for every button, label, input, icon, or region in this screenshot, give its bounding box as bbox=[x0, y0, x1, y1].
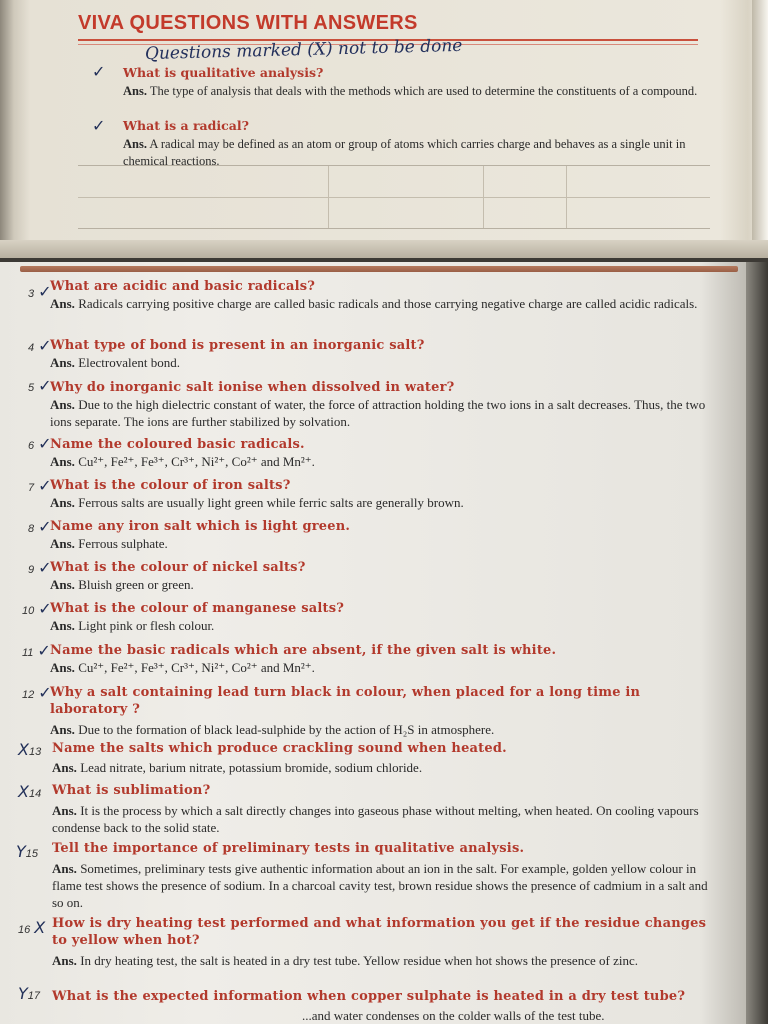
cross-mark bbox=[18, 740, 45, 759]
question-text: Name any iron salt which is light green. bbox=[50, 519, 351, 534]
question-block bbox=[123, 64, 708, 100]
question-text: Name the salts which produce crackling sound when heated. bbox=[52, 741, 507, 756]
question-number: 4 bbox=[28, 342, 35, 354]
question-number: 11 bbox=[22, 647, 34, 659]
answer-label: Ans. bbox=[123, 84, 147, 98]
question-number: 3 bbox=[28, 288, 35, 300]
question-number: 7 bbox=[28, 482, 35, 494]
mark-glyph: X bbox=[34, 918, 46, 937]
tick-mark bbox=[28, 476, 52, 495]
answer-text bbox=[52, 952, 710, 969]
answer-label: Ans. bbox=[50, 722, 75, 737]
answer-text bbox=[50, 659, 710, 676]
answer-body: Cu²⁺, Fe²⁺, Fe³⁺, Cr³⁺, Ni²⁺, Co²⁺ and Mn²⁺. bbox=[78, 454, 315, 469]
question-number: 9 bbox=[28, 564, 35, 576]
answer-text bbox=[50, 576, 710, 593]
question-block bbox=[52, 840, 710, 911]
handwritten-note: Questions marked (X) not to be done bbox=[144, 35, 463, 65]
mark-glyph: ✓ bbox=[37, 641, 51, 660]
page-top-rule bbox=[20, 266, 738, 272]
answer-label: Ans. bbox=[50, 495, 75, 510]
answer-text bbox=[50, 617, 710, 634]
tick-mark bbox=[28, 376, 52, 395]
answer-text bbox=[52, 860, 710, 911]
answer-body: Bluish green or green. bbox=[78, 577, 194, 592]
answer-body: Radicals carrying positive charge are called basic radicals and those carrying negative charge are called acidic radicals. bbox=[78, 296, 698, 311]
question-text: What is a radical? bbox=[123, 118, 249, 133]
mark-glyph: X bbox=[18, 782, 29, 801]
table-row-line bbox=[78, 197, 710, 198]
question-text: Name the basic radicals which are absent, if the given salt is white. bbox=[50, 643, 557, 658]
answer-body: A radical may be defined as an atom or group of atoms which carries charge and behaves as a single unit in chemical reactions. bbox=[123, 137, 686, 168]
mark-glyph: X bbox=[18, 740, 29, 759]
question-number: 17 bbox=[27, 990, 41, 1002]
mark-glyph: ✓ bbox=[38, 476, 52, 495]
question-number: 15 bbox=[25, 848, 39, 860]
answer-text bbox=[52, 759, 710, 776]
answer-body: Ferrous salts are usually light green while ferric salts are generally brown. bbox=[78, 495, 464, 510]
question-text: What is the expected information when copper sulphate is heated in a dry test tube? bbox=[52, 989, 686, 1004]
mark-glyph: ✓ bbox=[38, 434, 52, 453]
answer-body: Ferrous sulphate. bbox=[78, 536, 168, 551]
question-text: How is dry heating test performed and what information you get if the residue changes to yellow when hot? bbox=[52, 916, 707, 948]
cross-mark bbox=[18, 984, 44, 1003]
answer-label: Ans. bbox=[50, 577, 75, 592]
answer-text bbox=[123, 83, 708, 100]
tick-mark: ✓ bbox=[92, 116, 106, 135]
cross-mark bbox=[18, 782, 45, 801]
question-block bbox=[50, 379, 710, 430]
question-block bbox=[52, 740, 710, 776]
answer-label: Ans. bbox=[52, 861, 77, 876]
page-edge bbox=[752, 0, 768, 258]
question-text: What is the colour of iron salts? bbox=[50, 478, 291, 493]
question-block bbox=[52, 988, 710, 1024]
mark-glyph: Y bbox=[18, 984, 28, 1003]
answer-label: Ans. bbox=[52, 760, 77, 775]
question-number: 16 bbox=[18, 924, 31, 936]
question-block bbox=[123, 117, 708, 170]
answer-body: The type of analysis that deals with the methods which are used to determine the constituents of a compound. bbox=[149, 84, 698, 98]
answer-label: Ans. bbox=[50, 660, 75, 675]
question-text: Tell the importance of preliminary tests in qualitative analysis. bbox=[52, 841, 525, 856]
answer-label: Ans. bbox=[50, 454, 75, 469]
answer-body: Due to the high dielectric constant of water, the force of attraction holding the two ions in a salt decreases. Thus, the two ions separate. The ions are further stabilized by solvation. bbox=[50, 397, 706, 429]
answer-body: Sometimes, preliminary tests give authentic information about an ion in the salt. For example, golden yellow colour in flame test shows the presence of sodium. In a charcoal cavity test, brown residue shows the presence of cadmium in a salt and so on. bbox=[52, 861, 708, 910]
mark-glyph: ✓ bbox=[38, 282, 52, 301]
tick-mark bbox=[28, 336, 52, 355]
answer-label: Ans. bbox=[52, 803, 77, 818]
answer-text bbox=[50, 453, 710, 470]
question-number: 12 bbox=[22, 689, 35, 701]
mark-glyph: ✓ bbox=[38, 376, 52, 395]
tick-mark bbox=[28, 434, 52, 453]
answer-label: Ans. bbox=[123, 137, 147, 151]
question-block bbox=[50, 518, 710, 552]
question-text: What is sublimation? bbox=[52, 783, 211, 798]
answer-label: Ans. bbox=[50, 618, 75, 633]
table-col-line bbox=[566, 166, 567, 228]
question-block bbox=[50, 436, 710, 470]
mark-glyph: ✓ bbox=[38, 683, 52, 702]
question-block bbox=[50, 477, 710, 511]
answer-text bbox=[50, 295, 710, 312]
answer-body: Due to the formation of black lead-sulphide by the action of H₂S in atmosphere. bbox=[78, 722, 495, 737]
answer-text bbox=[52, 1007, 710, 1024]
answer-label: Ans. bbox=[50, 536, 75, 551]
question-text: What is qualitative analysis? bbox=[123, 65, 324, 80]
answer-text bbox=[52, 802, 710, 836]
page-stack-edge bbox=[0, 240, 768, 258]
question-number: 14 bbox=[28, 788, 42, 800]
question-block bbox=[50, 559, 710, 593]
question-block bbox=[50, 600, 710, 634]
question-block bbox=[50, 684, 710, 738]
book-spine bbox=[746, 262, 768, 1024]
question-block bbox=[52, 915, 710, 969]
mark-glyph: Y bbox=[16, 842, 26, 861]
mark-glyph: ✓ bbox=[38, 517, 52, 536]
tick-mark: ✓ bbox=[92, 62, 106, 81]
faded-table bbox=[78, 165, 710, 229]
answer-text bbox=[50, 494, 710, 511]
tick-mark bbox=[22, 683, 52, 702]
mark-glyph: ✓ bbox=[38, 558, 52, 577]
bottom-page-photo bbox=[0, 262, 768, 1024]
answer-label: Ans. bbox=[52, 953, 77, 968]
question-text: What are acidic and basic radicals? bbox=[50, 279, 316, 294]
answer-body: Lead nitrate, barium nitrate, potassium bromide, sodium chloride. bbox=[80, 760, 423, 775]
answer-text bbox=[50, 535, 710, 552]
answer-body: Electrovalent bond. bbox=[78, 355, 180, 370]
question-block bbox=[50, 278, 710, 312]
question-text: Why do inorganic salt ionise when dissolved in water? bbox=[50, 380, 455, 395]
table-col-line bbox=[328, 166, 329, 228]
tick-mark bbox=[28, 558, 52, 577]
question-block bbox=[52, 782, 710, 836]
answer-label: Ans. bbox=[50, 296, 75, 311]
answer-body: Cu²⁺, Fe²⁺, Fe³⁺, Cr³⁺, Ni²⁺, Co²⁺ and Mn²⁺. bbox=[78, 660, 315, 675]
answer-text bbox=[50, 354, 710, 371]
cross-mark bbox=[16, 842, 42, 861]
question-block bbox=[50, 642, 710, 676]
tick-mark bbox=[28, 517, 52, 536]
answer-label: Ans. bbox=[50, 397, 75, 412]
answer-body: In dry heating test, the salt is heated in a dry test tube. Yellow residue when hot shows the presence of zinc. bbox=[80, 953, 638, 968]
question-text: What is the colour of nickel salts? bbox=[50, 560, 306, 575]
mark-glyph: ✓ bbox=[38, 599, 52, 618]
question-text: What type of bond is present in an inorganic salt? bbox=[50, 338, 425, 353]
question-text: Name the coloured basic radicals. bbox=[50, 437, 305, 452]
question-number: 10 bbox=[22, 605, 35, 617]
question-number: 13 bbox=[28, 746, 42, 758]
answer-body: It is the process by which a salt directly changes into gaseous phase without melting, when heated. On cooling vapours condense back to the solid state. bbox=[52, 803, 699, 835]
question-number: 8 bbox=[28, 523, 35, 535]
answer-label: Ans. bbox=[50, 355, 75, 370]
answer-text bbox=[50, 721, 710, 738]
table-col-line bbox=[483, 166, 484, 228]
question-block bbox=[50, 337, 710, 371]
tick-mark bbox=[22, 641, 51, 660]
cross-mark bbox=[18, 918, 45, 937]
top-page-photo bbox=[0, 0, 768, 258]
question-number: 5 bbox=[28, 382, 35, 394]
answer-body: ...and water condenses on the colder walls of the test tube. bbox=[302, 1008, 605, 1023]
question-text: Why a salt containing lead turn black in colour, when placed for a long time in laboratory ? bbox=[50, 685, 641, 717]
tick-mark bbox=[28, 282, 52, 301]
question-text: What is the colour of manganese salts? bbox=[50, 601, 345, 616]
answer-body: Light pink or flesh colour. bbox=[78, 618, 215, 633]
page-title: VIVA QUESTIONS WITH ANSWERS bbox=[78, 12, 418, 34]
mark-glyph: ✓ bbox=[38, 336, 52, 355]
tick-mark bbox=[22, 599, 52, 618]
answer-text bbox=[50, 396, 710, 430]
question-number: 6 bbox=[28, 440, 35, 452]
